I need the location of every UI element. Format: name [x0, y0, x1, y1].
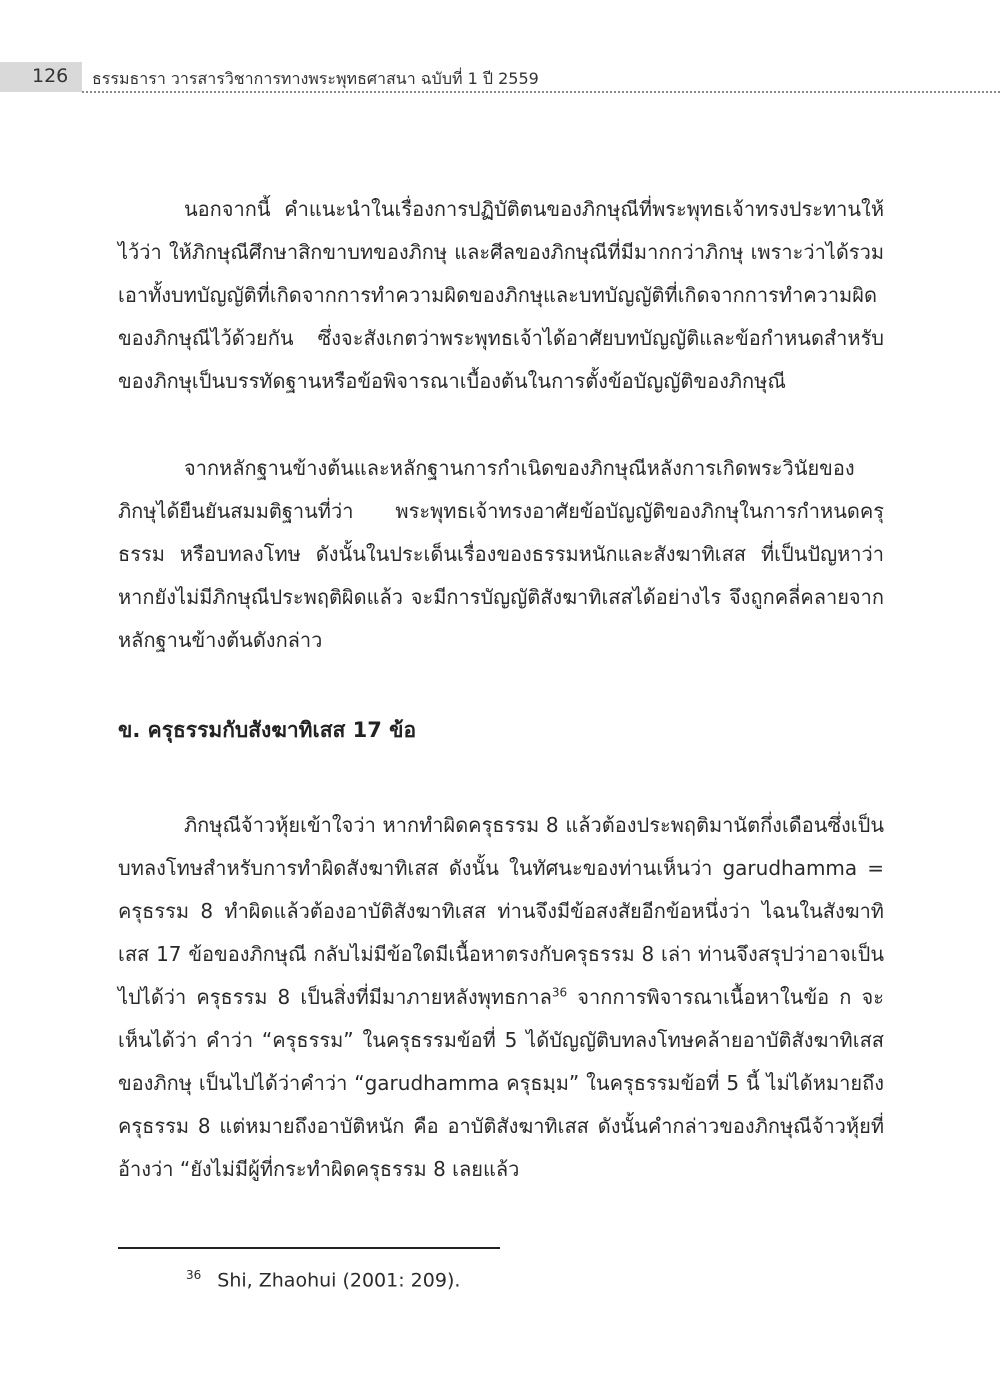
paragraph-2-text: จากหลักฐานข้างต้นและหลักฐานการกำเนิดของภิกษุณีหลังการเกิดพระวินัยของภิกษุได้ยืนยันสมมติฐานที่ว่า พระพุทธเจ้าทรงอาศัยข้อบัญญัติของภิกษุในการกำหนดครุธรรม หรือบทลงโทษ ดังนั้นในประเด็นเรื่องของธรรมหนักและสังฆาทิเสส ที่เป็นปัญหาว่า หากยังไม่มีภิกษุณีประพฤติผิดแล้ว จะมีการบัญญัติสังฆาทิเสสได้อย่างไร จึงถูกคลี่คลายจากหลักฐานข้างต้นดังกล่าว [118, 456, 884, 652]
section-heading: ข. ครุธรรมกับสังฆาทิเสส 17 ข้อ [118, 718, 417, 742]
paragraph-2 [118, 447, 884, 662]
paragraph-3-part-2: จากการพิจารณาเนื้อหาในข้อ ก จะเห็นได้ว่า คำว่า “ครุธรรม” ในครุธรรมข้อที่ 5 ได้บัญญัติบทลงโทษคล้ายอาบัติสังฆาทิเสสของภิกษุ เป็นไปได้ว่าคำว่า “garudhamma ครุธมฺม” ในครุธรรมข้อที่ 5 นี้ ไม่ได้หมายถึงครุธรรม 8 แต่หมายถึงอาบัติหนัก คือ อาบัติสังฆาทิเสส ดังนั้นคำกล่าวของภิกษุณีจ้าวหุ้ยที่อ้างว่า “ยังไม่มีผู้ที่กระทำผิดครุธรรม 8 เลยแล้ว [118, 985, 884, 1181]
page-number-box [0, 62, 82, 92]
journal-title: ธรรมธารา วารสารวิชาการทางพระพุทธศาสนา ฉบับที่ 1 ปี 2559 [92, 69, 539, 88]
footnote-separator [118, 1247, 500, 1249]
page-number: 126 [32, 65, 69, 87]
footnote-reference[interactable]: 36 [551, 985, 568, 1000]
footnote [186, 1268, 460, 1291]
paragraph-1-text: นอกจากนี้ คำแนะนำในเรื่องการปฏิบัติตนของภิกษุณีที่พระพุทธเจ้าทรงประทานให้ไว้ว่า ให้ภิกษุณีศึกษาสิกขาบทของภิกษุ และศีลของภิกษุณีที่มีมากกว่าภิกษุ เพราะว่าได้รวมเอาทั้งบทบัญญัติที่เกิดจากการทำความผิดของภิกษุและบทบัญญัติที่เกิดจากการทำความผิดของภิกษุณีไว้ด้วยกัน ซึ่งจะสังเกตว่าพระพุทธเจ้าได้อาศัยบทบัญญัติและข้อกำหนดสำหรับของภิกษุเป็นบรรทัดฐานหรือข้อพิจารณาเบื้องต้นในการตั้งข้อบัญญัติของภิกษุณี [118, 197, 884, 393]
paragraph-3 [118, 804, 884, 1191]
running-header [0, 62, 1000, 94]
paragraph-1 [118, 188, 884, 403]
paragraph-3-part-1: ภิกษุณีจ้าวหุ้ยเข้าใจว่า หากทำผิดครุธรรม 8 แล้วต้องประพฤติมานัตกึ่งเดือนซึ่งเป็นบทลงโทษสำหรับการทำผิดสังฆาทิเสส ดังนั้น ในทัศนะของท่านเห็นว่า garudhamma = ครุธรรม 8 ทำผิดแล้วต้องอาบัติสังฆาทิเสส ท่านจึงมีข้อสงสัยอีกข้อหนึ่งว่า ไฉนในสังฆาทิเสส 17 ข้อของภิกษุณี กลับไม่มีข้อใดมีเนื้อหาตรงกับครุธรรม 8 เล่า ท่านจึงสรุปว่าอาจเป็นไปได้ว่า ครุธรรม 8 เป็นสิ่งที่มีมาภายหลังพุทธกาล [118, 813, 884, 1009]
footnote-number: 36 [186, 1268, 202, 1282]
footnote-text: Shi, Zhaohui (2001: 209). [217, 1269, 461, 1292]
paragraph-3-text [118, 804, 884, 1191]
header-dotted-rule [82, 91, 1000, 93]
